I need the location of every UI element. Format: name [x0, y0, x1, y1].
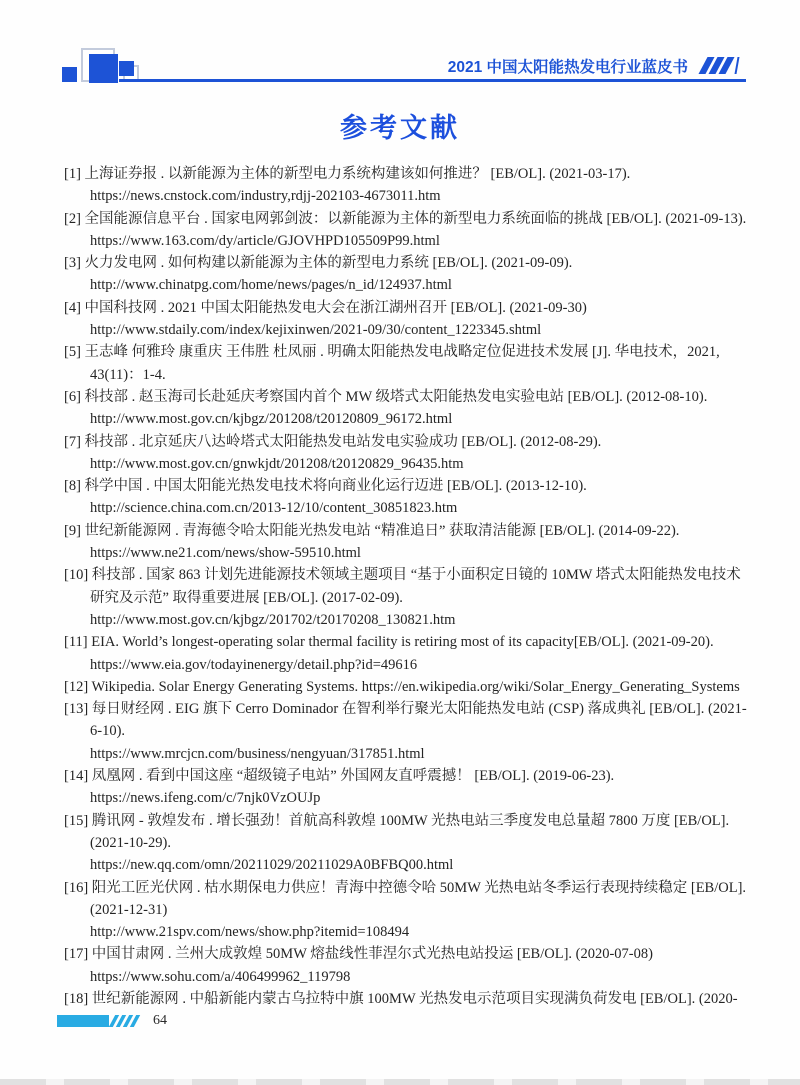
reference-number: [1] — [64, 166, 81, 182]
reference-url: https://new.qq.com/omn/20211029/20211029A0BFBQ00.html — [90, 857, 454, 874]
reference-url: http://www.most.gov.cn/gnwkjdt/201208/t20120829_96435.htm — [90, 455, 464, 472]
reference-item — [64, 341, 760, 386]
reference-number: [3] — [64, 255, 81, 272]
reference-text: Wikipedia. Solar Energy Generating Systems. https://en.wikipedia.org/wiki/Solar_Energy_Generating_Systems — [91, 678, 740, 695]
reference-number: [14] — [64, 768, 89, 785]
reference-url: http://www.chinatpg.com/home/news/pages/n_id/124937.html — [90, 277, 452, 294]
page-number: 64 — [153, 1013, 167, 1028]
reference-item — [64, 520, 760, 565]
reference-line — [64, 252, 760, 274]
reference-number: [17] — [64, 946, 89, 963]
reference-item — [64, 163, 760, 208]
reference-continuation: (2021-12-31) — [90, 901, 168, 918]
reference-text: 火力发电网 . 如何构建以新能源为主体的新型电力系统 [EB/OL]. (2021-09-09). — [84, 255, 573, 272]
reference-text: 上海证券报 . 以新能源为主体的新型电力系统构建该如何推进？ [EB/OL]. (2021-03-17). — [84, 166, 631, 182]
reference-url: http://www.21spv.com/news/show.php?itemid=108494 — [90, 924, 410, 941]
reference-continuation: 6-10). — [90, 723, 126, 740]
reference-text: 科技部 . 赵玉海司长赴延庆考察国内首个 MW 级塔式太阳能热发电实验电站 [EB/OL]. (2012-08-10). — [84, 388, 708, 405]
reference-url: https://www.163.com/dy/article/GJOVHPD105509P99.html — [90, 232, 440, 249]
reference-continuation: (2021-10-29). — [90, 834, 171, 851]
reference-number: [6] — [64, 388, 81, 405]
reference-line — [64, 877, 760, 899]
reference-url: https://www.sohu.com/a/406499962_119798 — [90, 968, 351, 985]
reference-url: https://www.eia.gov/todayinenergy/detail.php?id=49616 — [90, 656, 418, 673]
logo-small-right-square-icon — [119, 61, 134, 76]
reference-text: 世纪新能源网 . 中船新能内蒙古乌拉特中旗 100MW 光热发电示范项目实现满负荷发电 [EB/OL]. (2020- — [91, 990, 738, 1007]
reference-line — [64, 676, 760, 698]
reference-number: [12] — [64, 678, 89, 695]
reference-item — [64, 252, 760, 297]
reference-item — [64, 208, 760, 253]
reference-number: [4] — [64, 299, 81, 316]
reference-url: http://science.china.com.cn/2013-12/10/content_30851823.htm — [90, 500, 458, 517]
logo-large-square-icon — [89, 54, 118, 83]
reference-item — [64, 564, 760, 631]
reference-line — [64, 631, 760, 653]
reference-url: http://www.stdaily.com/index/kejixinwen/2021-09/30/content_1223345.shtml — [90, 322, 542, 339]
reference-item — [64, 698, 760, 765]
reference-text: 每日财经网 . EIG 旗下 Cerro Dominador 在智利举行聚光太阳能热发电站 (CSP) 落成典礼 [EB/OL]. (2021- — [91, 701, 747, 718]
reference-line — [64, 564, 760, 586]
reference-item — [64, 676, 760, 698]
reference-item — [64, 943, 760, 988]
footer-bar-icon — [57, 1015, 109, 1027]
reference-number: [8] — [64, 478, 81, 495]
reference-url: https://news.ifeng.com/c/7njk0VzOUJp — [90, 790, 321, 807]
reference-url: http://www.most.gov.cn/kjbgz/201702/t20170208_130821.htm — [90, 611, 456, 628]
reference-item — [64, 877, 760, 944]
reference-number: [7] — [64, 433, 81, 450]
reference-text: 阳光工匠光伏网 . 枯水期保电力供应！青海中控德令哈 50MW 光热电站冬季运行表现持续稳定 [EB/OL]. — [91, 879, 747, 896]
end-bar-icon — [735, 57, 740, 74]
logo-small-left-square-icon — [62, 67, 77, 82]
reference-item — [64, 297, 760, 342]
reference-number: [10] — [64, 567, 89, 584]
reference-item — [64, 386, 760, 431]
reference-url: http://www.most.gov.cn/kjbgz/201208/t20120809_96172.html — [90, 411, 453, 428]
reference-number: [16] — [64, 879, 89, 896]
reference-text: 科技部 . 国家 863 计划先进能源技术领域主题项目 “基于小面积定日镜的 10MW 塔式太阳能热发电技术 — [91, 567, 741, 584]
reference-line — [64, 163, 760, 185]
reference-url: https://news.cnstock.com/industry,rdjj-202103-4673011.htm — [90, 188, 441, 205]
reference-number: [5] — [64, 344, 81, 361]
reference-item — [64, 988, 760, 1010]
reference-text: EIA. World’s longest-operating solar thermal facility is retiring most of its capacity[EB/OL]. (2021-09-20). — [91, 634, 714, 651]
reference-item — [64, 475, 760, 520]
reference-line — [64, 988, 760, 1010]
booklet-title: 2021 中国太阳能热发电行业蓝皮书 — [447, 59, 688, 76]
reference-line — [64, 698, 760, 720]
reference-line — [64, 297, 760, 319]
reference-text: 腾讯网 - 敦煌发布 . 增长强劲！首航高科敦煌 100MW 光热电站三季度发电总量超 7800 万度 [EB/OL]. — [91, 812, 730, 829]
reference-line — [64, 386, 760, 408]
reference-text: 凤凰网 . 看到中国这座 “超级镜子电站” 外国网友直呼震撼！ [EB/OL]. (2019-06-23). — [91, 768, 615, 785]
reference-line — [64, 341, 760, 363]
reference-url: https://www.mrcjcn.com/business/nengyuan/317851.html — [90, 745, 425, 762]
scan-edge-artifact — [0, 1079, 800, 1085]
reference-number: [9] — [64, 522, 81, 539]
reference-line — [64, 208, 760, 230]
header-slashes-icon — [703, 57, 738, 74]
reference-number: [2] — [64, 210, 81, 227]
reference-line — [64, 520, 760, 542]
reference-item — [64, 765, 760, 810]
reference-number: [15] — [64, 812, 89, 829]
reference-line — [64, 765, 760, 787]
reference-item — [64, 431, 760, 476]
reference-line — [64, 810, 760, 832]
reference-text: 王志峰 何雅玲 康重庆 王伟胜 杜凤丽 . 明确太阳能热发电战略定位促进技术发展 [J]. 华电技术，2021, — [84, 344, 720, 361]
reference-line — [64, 943, 760, 965]
reference-line — [64, 431, 760, 453]
reference-item — [64, 810, 760, 877]
reference-text: 全国能源信息平台 . 国家电网郭剑波：以新能源为主体的新型电力系统面临的挑战 [EB/OL]. (2021-09-13). — [84, 210, 747, 227]
reference-url: https://www.ne21.com/news/show-59510.html — [90, 545, 361, 562]
page-title: 参考文献 — [340, 113, 460, 143]
reference-continuation: 43(11)：1-4. — [90, 366, 166, 383]
header-rule — [119, 79, 746, 82]
reference-number: [18] — [64, 990, 89, 1007]
page-footer — [57, 1013, 167, 1029]
reference-line — [64, 475, 760, 497]
reference-item — [64, 631, 760, 676]
reference-number: [13] — [64, 701, 89, 718]
reference-text: 科技部 . 北京延庆八达岭塔式太阳能热发电站发电实验成功 [EB/OL]. (2012-08-29). — [84, 433, 602, 450]
reference-text: 世纪新能源网 . 青海德令哈太阳能光热发电站 “精准追日” 获取清洁能源 [EB/OL]. (2014-09-22). — [84, 522, 680, 539]
reference-text: 中国科技网 . 2021 中国太阳能热发电大会在浙江湖州召开 [EB/OL]. (2021-09-30) — [84, 299, 587, 316]
references-list — [64, 163, 760, 1010]
reference-text: 中国甘肃网 . 兰州大成敦煌 50MW 熔盐线性菲涅尔式光热电站投运 [EB/OL]. (2020-07-08) — [91, 946, 653, 963]
reference-text: 科学中国 . 中国太阳能光热发电技术将向商业化运行迈进 [EB/OL]. (2013-12-10). — [84, 478, 587, 495]
reference-continuation: 研究及示范” 取得重要进展 [EB/OL]. (2017-02-09). — [90, 589, 403, 606]
reference-number: [11] — [64, 634, 88, 651]
